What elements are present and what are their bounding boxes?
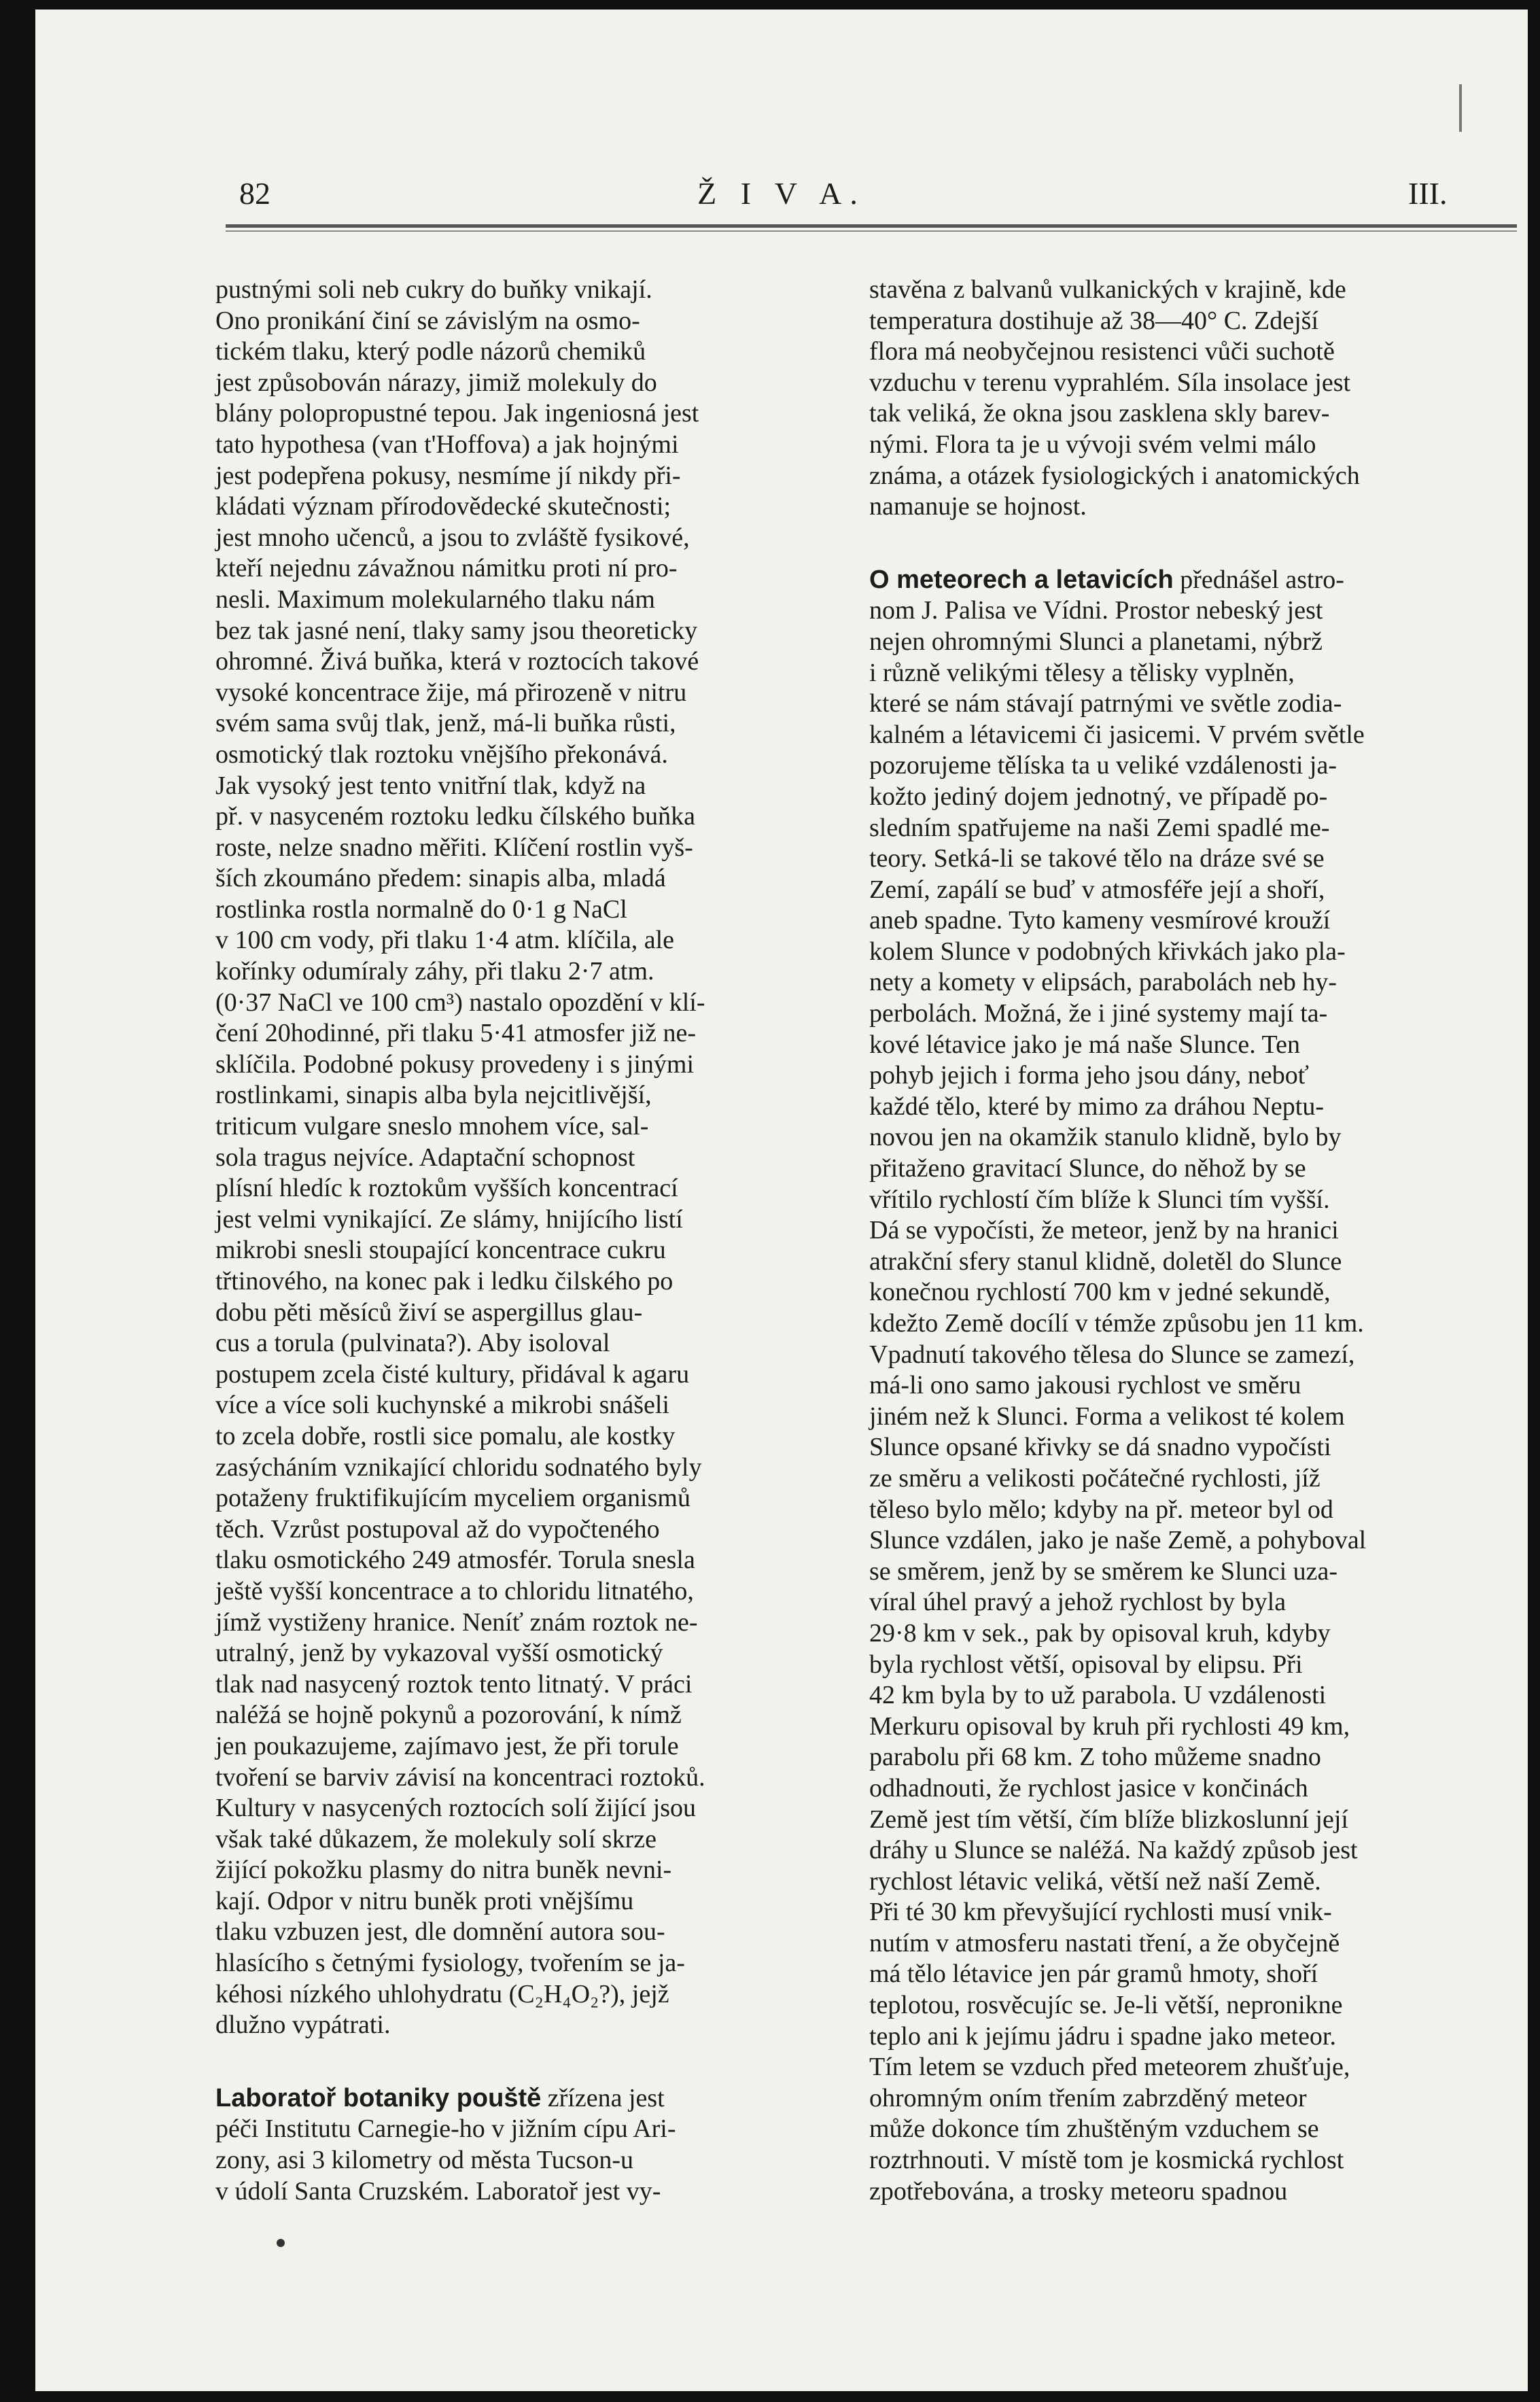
text-line: konečnou rychlostí 700 km v jedné sekundě, <box>869 1278 1331 1307</box>
text-line: sklíčila. Podobné pokusy provedeny i s jinými <box>215 1049 695 1079</box>
text-line: tickém tlaku, který podle názorů chemiků <box>215 337 646 366</box>
text-line: pohyb jejich i forma jeho jsou dány, neboť <box>869 1061 1309 1090</box>
text-line: bez tak jasné není, tlaky samy jsou theoreticky <box>215 616 698 645</box>
text-line: žijící pokožku plasmy do nitra buněk nevni- <box>215 1856 672 1885</box>
text-line: kořínky odumíraly záhy, při tlaku 2·7 atm. <box>215 957 654 986</box>
text-line: ohromné. Živá buňka, která v roztocích takové <box>215 647 699 676</box>
text-line: zpotřebována, a trosky meteoru spadnou <box>869 2176 1288 2206</box>
volume-number: III. <box>1408 176 1448 211</box>
text-line: nými. Flora ta je u vývoji svém velmi málo <box>869 430 1316 459</box>
text-line: Slunce vzdálen, jako je naše Země, a pohyboval <box>869 1526 1367 1555</box>
text-line: to zcela dobře, rostli sice pomalu, ale kostky <box>215 1421 676 1450</box>
text-line: jest mnoho učenců, a jsou to zvláště fysikové, <box>215 523 690 552</box>
text-line: Slunce opsané křivky se dá snadno vypočísti <box>869 1433 1331 1462</box>
text-line: flora má neobyčejnou resistenci vůči suchotě <box>869 337 1335 366</box>
right-column <box>869 275 1507 2207</box>
text-line: naléžá se hojně pokynů a pozorování, k nímž <box>215 1701 682 1730</box>
text-line: kteří nejednu závažnou námitku proti ní pro- <box>215 554 678 583</box>
stray-dot-mark <box>277 2239 285 2247</box>
text-line: kolem Slunce v podobných křivkách jako pla- <box>869 937 1346 966</box>
section-desert-botany <box>215 2083 837 2207</box>
text-line: Merkuru opisoval by kruh při rychlosti 49 km, <box>869 1711 1350 1741</box>
text-line: jiném než k Slunci. Forma a velikost té kolem <box>869 1402 1345 1431</box>
text-line: známa, a otázek fysiologických i anatomických <box>869 461 1360 490</box>
text-line: čení 20hodinné, při tlaku 5·41 atmosfer již ne- <box>215 1019 697 1048</box>
text-line: kové létavice jako je má naše Slunce. Ten <box>869 1030 1300 1059</box>
text-line: nety a komety v elipsách, parabolách neb hy- <box>869 968 1337 997</box>
text-line: 42 km byla by to už parabola. U vzdálenosti <box>869 1681 1327 1710</box>
text-line: atrakční sfery stanul klidně, doletěl do Slunce <box>869 1247 1342 1276</box>
text-line: perbolách. Možná, že i jiné systemy mají ta- <box>869 999 1328 1028</box>
text-line: 29·8 km v sek., pak by opisoval kruh, kdyby <box>869 1618 1331 1648</box>
text-line: kdežto Země docílí v témže způsobu jen 11 km. <box>869 1309 1364 1338</box>
text-line: rychlost létavic veliká, větší než naší Země. <box>869 1866 1321 1896</box>
text-line: zony, asi 3 kilometry od města Tucson-u <box>215 2146 633 2175</box>
section-gap <box>215 2041 837 2083</box>
text-line: nejen ohromnými Slunci a planetami, nýbrž <box>869 627 1323 656</box>
text-line: se směrem, jenž by se směrem ke Slunci uza- <box>869 1556 1338 1586</box>
text-line: teplotou, rosvěcujíc se. Je-li větší, nepronikne <box>869 1991 1343 2020</box>
text-line: triticum vulgare sneslo mnohem více, sal- <box>215 1112 649 1141</box>
section-gap <box>869 523 1507 565</box>
text-line: více a více soli kuchynské a mikrobi snášeli <box>215 1391 669 1420</box>
text-line: teplo ani k jejímu jádru i spadne jako meteor. <box>869 2021 1336 2051</box>
text-line: však také důkazem, že molekuly solí skrze <box>215 1824 657 1853</box>
text-line: Zemí, zapálí se buď v atmosféře její a shoří, <box>869 875 1325 904</box>
text-line: jest podepřena pokusy, nesmíme jí nikdy při- <box>215 461 681 490</box>
text-line: i různě velikými tělesy a tělisky vyplněn, <box>869 658 1295 687</box>
text-line: zasýcháním vznikající chloridu sodnatého byly <box>215 1452 702 1482</box>
text-line: kají. Odpor v nitru buněk proti vnějšímu <box>215 1886 634 1915</box>
text-line: pozorujeme tělíska ta u veliké vzdálenosti ja- <box>869 751 1337 780</box>
text-line: Země jest tím větší, čím blíže blizkoslunní její <box>869 1805 1348 1834</box>
text-line: př. v nasyceném roztoku ledku čílského buňka <box>215 802 695 831</box>
text-line: v údolí Santa Cruzském. Laboratoř jest vy- <box>215 2176 661 2206</box>
text-line: parabolu při 68 km. Z toho můžeme snadno <box>869 1743 1321 1772</box>
section-heading-desert-botany: Laboratoř botaniky pouště <box>215 2083 542 2112</box>
text-line: Dá se vypočísti, že meteor, jenž by na hranici <box>869 1216 1339 1245</box>
text-line: jen poukazujeme, zajímavo jest, že při torule <box>215 1731 679 1760</box>
text-line: v 100 cm vody, při tlaku 1·4 atm. klíčila, ale <box>215 926 675 955</box>
text-line: vřítilo rychlostí čím blíže k Slunci tím vyšší. <box>869 1185 1330 1214</box>
text-line: Jak vysoký jest tento vnitřní tlak, když na <box>215 771 646 800</box>
text-line: víral úhel pravý a jehož rychlost by byla <box>869 1588 1287 1617</box>
text-line: tato hypothesa (van t'Hoffova) a jak hojnými <box>215 430 679 459</box>
text-line: sola tragus nejvíce. Adaptační schopnost <box>215 1143 635 1172</box>
text-line: (0·37 NaCl ve 100 cm³) nastalo opozdění v klí- <box>215 988 705 1017</box>
text-line: hlasícího s četnými fysiology, tvořením se ja- <box>215 1949 685 1978</box>
section-meteors <box>869 565 1507 2207</box>
text-line: má tělo létavice jen pár gramů hmoty, shoří <box>869 1960 1318 1989</box>
text-line: osmotický tlak roztoku vnějšího překonává. <box>215 739 668 769</box>
text-line: ze směru a velikosti počátečné rychlosti, jíž <box>869 1463 1320 1493</box>
text-line: cus a torula (pulvinata?). Aby isoloval <box>215 1329 610 1358</box>
text-line: blány polopropustné tepou. Jak ingeniosná jest <box>215 399 699 428</box>
text-line: vysoké koncentrace žije, má přirozeně v nitru <box>215 678 687 707</box>
text-line: ších zkoumáno předem: sinapis alba, mladá <box>215 864 666 893</box>
text-line: aneb spadne. Tyto kameny vesmírové krouží <box>869 906 1331 935</box>
text-line: může dokonce tím zhuštěným vzduchem se <box>869 2114 1319 2144</box>
text-line: které se nám stávají patrnými ve světle zodia- <box>869 689 1342 718</box>
scan-edge-mark <box>1459 84 1462 132</box>
left-column-text <box>215 275 837 2041</box>
text-line: Vpadnutí takového tělesa do Slunce se zamezí, <box>869 1340 1355 1369</box>
text-line: vzduchu v terenu vyprahlém. Síla insolace jest <box>869 368 1351 397</box>
text-line: kalném a létavicemi či jasicemi. V prvém světle <box>869 720 1365 749</box>
text-line: péči Institutu Carnegie-ho v jižním cípu Ari- <box>215 2114 676 2144</box>
page-number: 82 <box>239 176 270 211</box>
text-line: ještě vyšší koncentrace a to chloridu litnatého, <box>215 1576 694 1605</box>
section-heading-meteors: O meteorech a letavicích <box>869 565 1174 594</box>
section-heading-continuation: přednášel astro- <box>1180 565 1344 594</box>
text-line: má-li ono samo jakousi rychlost ve směru <box>869 1371 1301 1400</box>
text-line: pustnými soli neb cukry do buňky vnikají. <box>215 275 652 304</box>
text-line: odhadnouti, že rychlost jasice v končinách <box>869 1773 1308 1803</box>
text-line: svém sama svůj tlak, jenž, má-li buňka růsti, <box>215 709 676 738</box>
text-line: dráhy u Slunce se naléžá. Na každý způsob jest <box>869 1836 1358 1865</box>
text-line: tak veliká, že okna jsou zasklena skly barev- <box>869 399 1330 428</box>
text-line: kéhosi nízkého uhlohydratu (C₂H₄O₂?), jejž <box>215 1979 669 2008</box>
text-line: jímž vystiženy hranice. Neníť znám roztok ne- <box>215 1607 698 1637</box>
text-line: sledním spatřujeme na naši Zemi spadlé me- <box>869 813 1330 842</box>
text-line: nutím v atmosferu nastati tření, a že obyčejně <box>869 1928 1340 1957</box>
text-line: postupem zcela čisté kultury, přidával k agaru <box>215 1359 690 1389</box>
left-column <box>215 275 837 2207</box>
text-line: rostlinkami, sinapis alba byla nejcitlivější, <box>215 1081 652 1110</box>
running-title: Ž I V A. <box>697 176 866 211</box>
text-line: roztrhnouti. V místě tom je kosmická rychlost <box>869 2146 1344 2175</box>
text-line: tlaku osmotického 249 atmosfér. Torula snesla <box>215 1546 695 1575</box>
text-line: dlužno vypátrati. <box>215 2011 391 2040</box>
text-line: třtinového, na konec pak i ledku čilského po <box>215 1267 673 1295</box>
text-line: kožto jediný dojem jednotný, ve případě po- <box>869 782 1328 811</box>
text-line: těleso bylo mělo; kdyby na př. meteor byl od <box>869 1495 1333 1524</box>
text-line: tlak nad nasycený roztok tento litnatý. V práci <box>215 1669 693 1699</box>
text-line: byla rychlost větší, opisoval by elipsu. Při <box>869 1650 1303 1679</box>
section-desert-botany-text <box>215 2114 837 2207</box>
text-line: plísní hledíc k roztokům vyšších koncentrací <box>215 1174 678 1203</box>
text-line: přitaženo gravitací Slunce, do něhož by se <box>869 1154 1306 1183</box>
text-line: temperatura dostihuje až 38—40° C. Zdejší <box>869 306 1319 335</box>
text-line: stavěna z balvanů vulkanických v krajině, kde <box>869 275 1346 304</box>
text-line: teory. Setká-li se takové tělo na dráze své se <box>869 844 1325 873</box>
text-line: Při té 30 km převyšující rychlosti musí vnik- <box>869 1898 1332 1927</box>
text-line: Tím letem se vzduch před meteorem zhušťuje, <box>869 2053 1350 2082</box>
text-line: jest velmi vynikající. Ze slámy, hnijícího listí <box>215 1204 683 1234</box>
text-line: roste, nelze snadno měřiti. Klíčení rostlin vyš- <box>215 833 693 862</box>
text-line: ohromným oním třením zabrzděný meteor <box>869 2083 1307 2112</box>
text-line: rostlinka rostla normalně do 0·1 g NaCl <box>215 894 627 924</box>
text-line: mikrobi snesli stoupající koncentrace cukru <box>215 1236 666 1265</box>
text-line: jest způsobován nárazy, jimiž molekuly do <box>215 368 657 397</box>
text-line: kládati význam přírodovědecké skutečnosti; <box>215 492 671 521</box>
text-line: tvoření se barviv závisí na koncentraci roztoků. <box>215 1762 705 1792</box>
text-line: potaženy fruktifikujícím myceliem organismů <box>215 1484 690 1513</box>
text-line: Ono pronikání činí se závislým na osmo- <box>215 306 640 335</box>
header-rule <box>226 224 1517 228</box>
text-line: tlaku vzbuzen jest, dle domnění autora sou- <box>215 1917 665 1947</box>
right-column-text <box>869 275 1507 523</box>
text-line: každé tělo, které by mimo za dráhou Neptu- <box>869 1092 1324 1121</box>
text-line: utralný, jenž by vykazoval vyšší osmotický <box>215 1639 663 1668</box>
section-meteors-text <box>869 595 1507 2207</box>
text-line: nom J. Palisa ve Vídni. Prostor nebeský jest <box>869 596 1323 625</box>
text-line: namanuje se hojnost. <box>869 492 1087 521</box>
header-rule-thin <box>226 230 1517 232</box>
text-line: těch. Vzrůst postupoval až do vypočteného <box>215 1514 660 1544</box>
text-line: novou jen na okamžik stanulo klidně, bylo by <box>869 1123 1342 1152</box>
text-line: nesli. Maximum molekularného tlaku nám <box>215 585 655 614</box>
text-line: Kultury v nasycených roztocích solí žijící jsou <box>215 1794 697 1823</box>
section-heading-continuation: zřízena jest <box>547 2083 665 2112</box>
text-line: dobu pěti měsíců živí se aspergillus glau- <box>215 1298 643 1327</box>
page-sheet <box>35 10 1528 2391</box>
